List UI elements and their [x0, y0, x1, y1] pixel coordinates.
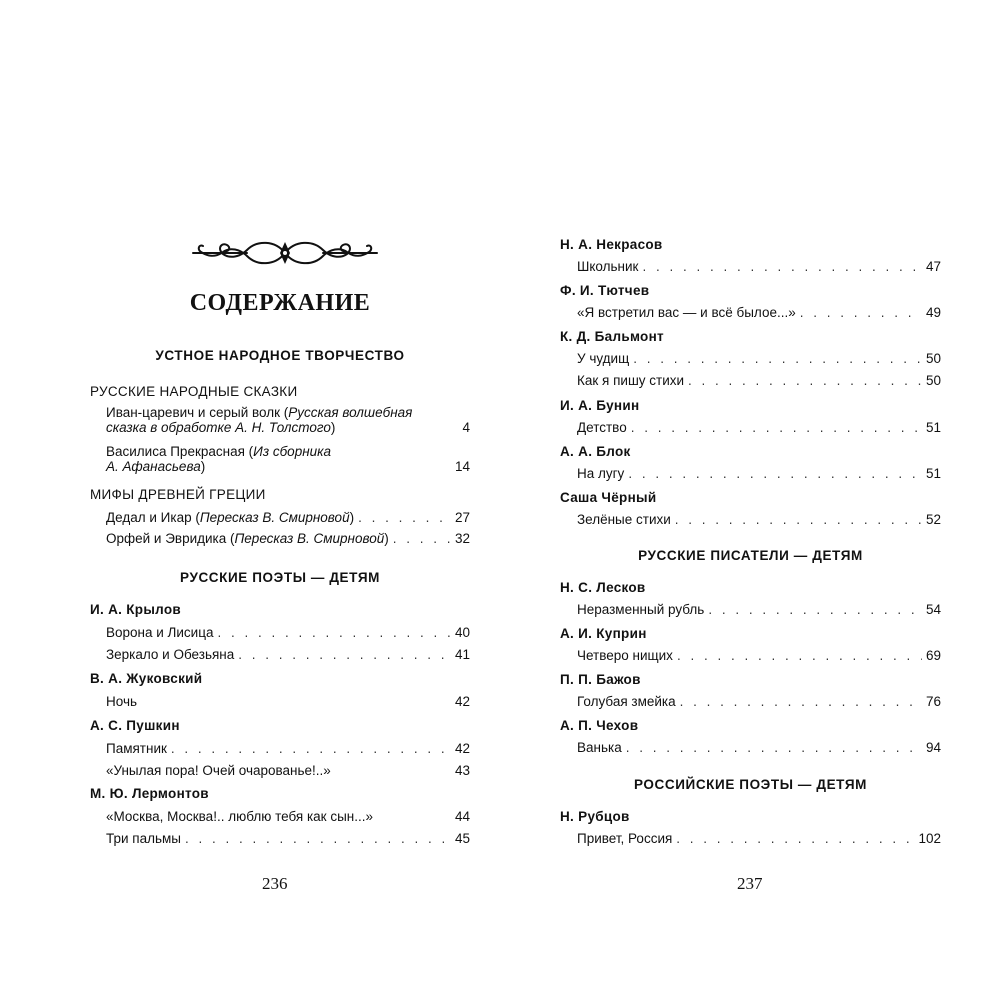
scroll-flourish-icon: [185, 232, 385, 274]
author-pushkin: А. С. Пушкин: [90, 718, 180, 733]
section-oral-title: УСТНОЕ НАРОДНОЕ ТВОРЧЕСТВО: [155, 348, 405, 363]
toc-entry[interactable]: Неразменный рубль . . . 54: [577, 602, 941, 617]
dot-leader: [677, 648, 922, 663]
toc-entry[interactable]: Зеркало и Обезьяна . . . 41: [106, 647, 470, 662]
author-nekrasov: Н. А. Некрасов: [560, 237, 663, 252]
toc-entry-tale-1[interactable]: Иван-царевич и серый волк (Русская волшебная сказка в обработке А. Н. Толстого) 4: [106, 405, 470, 435]
toc-entry[interactable]: Зелёные стихи . . . 52: [577, 512, 941, 527]
toc-entry-tale-2[interactable]: Василиса Прекрасная (Из сборника А. Афанасьева) 14: [106, 444, 470, 474]
toc-entry[interactable]: Ворона и Лисица . . . 40: [106, 625, 470, 640]
author-rubtsov: Н. Рубцов: [560, 809, 630, 824]
author-blok: А. А. Блок: [560, 444, 631, 459]
toc-entry[interactable]: Ванька . . . 94: [577, 740, 941, 755]
dot-leader: [631, 420, 922, 435]
dot-leader: [675, 512, 922, 527]
toc-entry-myth-2[interactable]: Орфей и Эвридика (Пересказ В. Смирновой) . . . 32: [106, 531, 470, 546]
toc-entry[interactable]: У чудищ . . . 50: [577, 351, 941, 366]
author-chekhov: А. П. Чехов: [560, 718, 639, 733]
toc-entry[interactable]: Школьник . . . 47: [577, 259, 941, 274]
author-krylov: И. А. Крылов: [90, 602, 182, 617]
toc-entry[interactable]: Ночь 42: [106, 694, 470, 709]
section-writers-title: РУССКИЕ ПИСАТЕЛИ — ДЕТЯМ: [638, 548, 863, 563]
author-tyutchev: Ф. И. Тютчев: [560, 283, 650, 298]
author-zhukovsky: В. А. Жуковский: [90, 671, 203, 686]
author-sasha-cherny: Саша Чёрный: [560, 490, 657, 505]
page-number-left: 236: [262, 874, 288, 893]
author-leskov: Н. С. Лесков: [560, 580, 646, 595]
toc-entry[interactable]: Три пальмы . . . 45: [106, 831, 470, 846]
author-balmont: К. Д. Бальмонт: [560, 329, 664, 344]
dot-leader: [238, 647, 451, 662]
dot-leader: [628, 466, 922, 481]
dot-leader: [626, 740, 922, 755]
toc-entry[interactable]: Как я пишу стихи . . . 50: [577, 373, 941, 388]
author-lermontov: М. Ю. Лермонтов: [90, 786, 209, 801]
dot-leader: [358, 510, 451, 525]
section-poets-title: РУССКИЕ ПОЭТЫ — ДЕТЯМ: [180, 570, 380, 585]
author-bunin: И. А. Бунин: [560, 398, 640, 413]
dot-leader: [680, 694, 922, 709]
dot-leader: [185, 831, 451, 846]
author-bazhov: П. П. Бажов: [560, 672, 641, 687]
section-russian-poets-title: РОССИЙСКИЕ ПОЭТЫ — ДЕТЯМ: [634, 777, 867, 792]
subsection-tales: РУССКИЕ НАРОДНЫЕ СКАЗКИ: [90, 384, 298, 399]
dot-leader: [393, 531, 451, 546]
dot-leader: [800, 305, 922, 320]
toc-entry[interactable]: «Унылая пора! Очей очарованье!..» 43: [106, 763, 470, 778]
toc-entry[interactable]: На лугу . . . 51: [577, 466, 941, 481]
page-number-right: 237: [737, 874, 763, 893]
author-kuprin: А. И. Куприн: [560, 626, 647, 641]
toc-entry-myth-1[interactable]: Дедал и Икар (Пересказ В. Смирновой) . . . 27: [106, 510, 470, 525]
dot-leader: [676, 831, 914, 846]
dot-leader: [642, 259, 922, 274]
toc-entry[interactable]: Привет, Россия . . . 102: [577, 831, 941, 846]
dot-leader: [633, 351, 922, 366]
toc-entry[interactable]: «Москва, Москва!.. люблю тебя как сын...» 44: [106, 809, 470, 824]
dot-leader: [171, 741, 451, 756]
toc-entry[interactable]: Памятник . . . 42: [106, 741, 470, 756]
dot-leader: [708, 602, 922, 617]
toc-entry[interactable]: Четверо нищих . . . 69: [577, 648, 941, 663]
dot-leader: [688, 373, 922, 388]
toc-entry[interactable]: «Я встретил вас — и всё былое...» . . . 49: [577, 305, 941, 320]
toc-entry[interactable]: Детство . . . 51: [577, 420, 941, 435]
page-title: СОДЕРЖАНИЕ: [189, 290, 371, 316]
toc-entry[interactable]: Голубая змейка . . . 76: [577, 694, 941, 709]
subsection-myths: МИФЫ ДРЕВНЕЙ ГРЕЦИИ: [90, 487, 266, 502]
dot-leader: [217, 625, 451, 640]
